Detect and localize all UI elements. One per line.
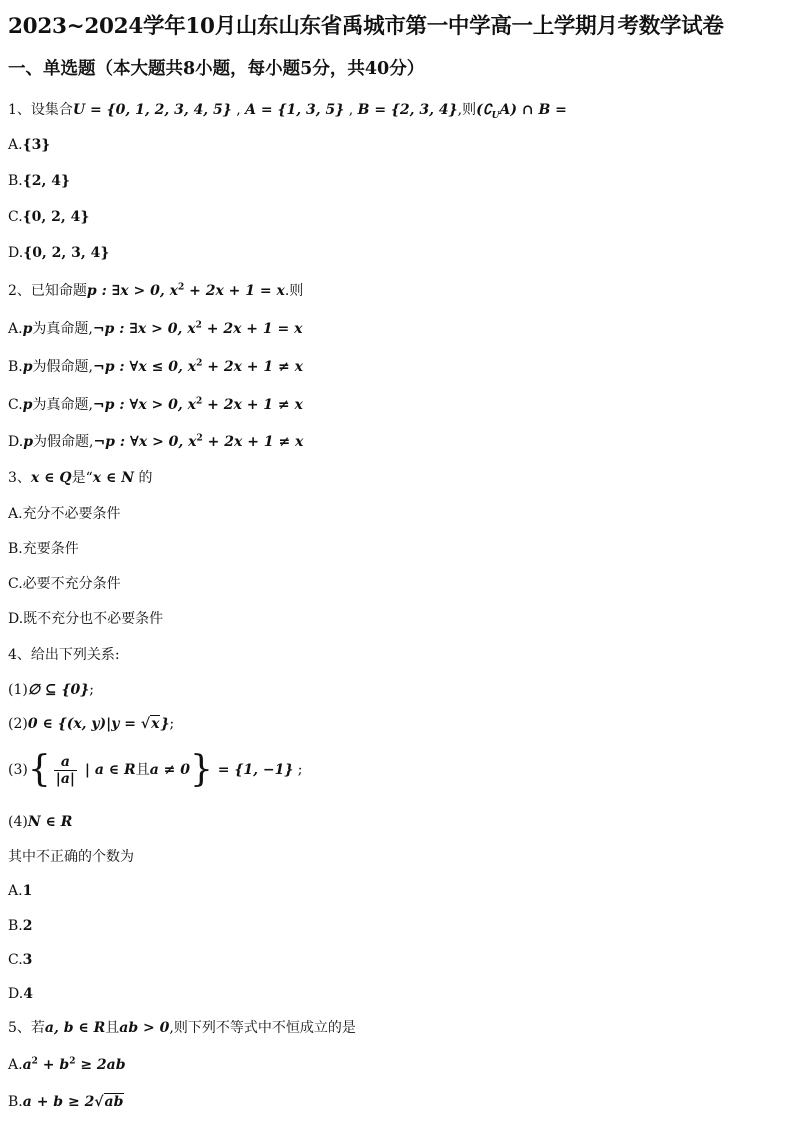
q4-relation-3 bbox=[8, 748, 303, 792]
q2-sup: 2 bbox=[177, 282, 185, 293]
q4-b-prefix: B. bbox=[8, 918, 23, 934]
q4-r3-cond1: | a ∈ R bbox=[80, 762, 136, 778]
q1-a-prefix: A. bbox=[8, 137, 23, 153]
q4-option-c bbox=[8, 950, 32, 970]
q4-r3-left-brace: { bbox=[27, 749, 51, 790]
q3-math2: x ∈ N bbox=[92, 470, 135, 486]
question-5-stem bbox=[8, 1018, 356, 1038]
q4-a-math: 1 bbox=[22, 883, 33, 899]
q3-option-d: D.既不充分也不必要条件 bbox=[8, 611, 164, 627]
q2-b-text: 为假命题, bbox=[32, 359, 93, 375]
q1-c-prefix: C. bbox=[8, 209, 23, 225]
q4-r2-prefix: (2) bbox=[8, 716, 28, 732]
q2-math1: p : ∃x > 0, x bbox=[86, 283, 178, 299]
q1-a-math: {3} bbox=[22, 137, 51, 153]
q4-r1-tail: ; bbox=[89, 682, 94, 698]
q4-d-prefix: D. bbox=[8, 986, 24, 1002]
q2-a-math1: ¬p : ∃x > 0, x bbox=[92, 321, 196, 337]
q4-r3-numerator: a bbox=[54, 754, 77, 771]
q2-d-p: p bbox=[23, 434, 33, 450]
q3-prefix: 3、 bbox=[8, 470, 31, 486]
q2-d-prefix: D. bbox=[8, 434, 24, 450]
q2-a-math2: + 2x + 1 = x bbox=[201, 321, 303, 337]
q2-a-sup: 2 bbox=[195, 320, 202, 331]
q2-c-math2: + 2x + 1 ≠ x bbox=[202, 397, 303, 413]
question-3-stem bbox=[8, 468, 152, 488]
q4-b-math: 2 bbox=[22, 918, 33, 934]
q5-mid: 且 bbox=[105, 1020, 120, 1036]
q3-math1: x ∈ Q bbox=[30, 470, 72, 486]
q5-b-prefix: B. bbox=[8, 1094, 23, 1110]
q1-sep1: , bbox=[231, 102, 246, 118]
q1-mid: ,则 bbox=[457, 102, 477, 118]
q2-b-p: p bbox=[22, 359, 33, 375]
q1-expr-tail: A) ∩ B = bbox=[499, 102, 567, 118]
q1-option-d bbox=[8, 243, 109, 263]
q5-option-a bbox=[8, 1055, 126, 1075]
q2-option-b bbox=[8, 357, 303, 377]
q1-expr-sub: U bbox=[491, 110, 500, 121]
q4-relation-1 bbox=[8, 680, 94, 700]
q2-c-text: 为真命题, bbox=[32, 397, 93, 413]
q1-sep2: , bbox=[344, 102, 358, 118]
q1-set-a: A = {1, 3, 5} bbox=[245, 102, 345, 118]
q2-a-prefix: A. bbox=[8, 321, 23, 337]
q4-r2-sqrt: √ bbox=[140, 716, 151, 732]
q5-a-math2: + b bbox=[37, 1057, 70, 1073]
q1-set-u: U = {0, 1, 2, 3, 4, 5} bbox=[72, 102, 232, 118]
q2-d-math2: + 2x + 1 ≠ x bbox=[202, 434, 304, 450]
q1-c-math: {0, 2, 4} bbox=[22, 209, 90, 225]
q4-relation-2 bbox=[8, 714, 174, 734]
q4-r3-fraction bbox=[54, 754, 77, 787]
q4-r1-prefix: (1) bbox=[8, 682, 28, 698]
q5-a-math3: ≥ 2ab bbox=[75, 1057, 126, 1073]
q5-a-sup2: 2 bbox=[69, 1056, 76, 1067]
q1-expr: (∁ bbox=[476, 102, 492, 118]
q2-b-math1: ¬p : ∀x ≤ 0, x bbox=[93, 359, 197, 375]
q4-r4-math: N ∈ R bbox=[27, 814, 73, 830]
q2-option-c bbox=[8, 395, 303, 415]
q1-d-prefix: D. bbox=[8, 245, 24, 261]
q4-r3-rhs: = {1, −1} bbox=[212, 762, 294, 778]
q2-option-a bbox=[8, 319, 302, 339]
q4-r3-cond-text: 且 bbox=[135, 762, 150, 778]
q4-c-math: 3 bbox=[22, 952, 33, 968]
question-1-stem bbox=[8, 100, 567, 120]
q4-r2-radicand: x bbox=[151, 716, 160, 732]
q2-a-text: 为真命题, bbox=[32, 321, 93, 337]
q3-mid: 是“ bbox=[71, 470, 93, 486]
q2-tail: .则 bbox=[284, 283, 304, 299]
q2-c-prefix: C. bbox=[8, 397, 23, 413]
q1-option-c bbox=[8, 207, 89, 227]
q4-c-prefix: C. bbox=[8, 952, 23, 968]
q2-a-p: p bbox=[22, 321, 33, 337]
q2-d-sup: 2 bbox=[196, 433, 203, 444]
q3-tail: 的 bbox=[134, 470, 153, 486]
q5-a-prefix: A. bbox=[8, 1057, 23, 1073]
q2-option-d bbox=[8, 432, 303, 452]
q5-b-sqrt: √ bbox=[94, 1094, 104, 1110]
page-title: 2023~2024学年10月山东山东省禹城市第一中学高一上学期月考数学试卷 bbox=[8, 14, 724, 39]
q5-option-b bbox=[8, 1092, 124, 1112]
q1-option-a bbox=[8, 135, 50, 155]
q2-math2: + 2x + 1 = x bbox=[184, 283, 285, 299]
question-4-stem: 4、给出下列关系: bbox=[8, 647, 120, 663]
q4-r1-math: ∅ ⊆ {0} bbox=[27, 682, 90, 698]
q2-c-sup: 2 bbox=[196, 396, 203, 407]
q4-ask: 其中不正确的个数为 bbox=[8, 849, 134, 865]
q5-tail: ,则下列不等式中不恒成立的是 bbox=[169, 1020, 356, 1036]
q3-option-c: C.必要不充分条件 bbox=[8, 576, 121, 592]
q4-a-prefix: A. bbox=[8, 883, 23, 899]
q5-a-math1: a bbox=[22, 1057, 32, 1073]
q1-set-b: B = {2, 3, 4} bbox=[357, 102, 458, 118]
q2-prefix: 2、已知命题 bbox=[8, 283, 87, 299]
q4-r3-tail: ; bbox=[293, 762, 303, 778]
q5-math2: ab > 0 bbox=[119, 1020, 170, 1036]
q4-r3-cond2: a ≠ 0 bbox=[149, 762, 190, 778]
q3-option-a: A.充分不必要条件 bbox=[8, 506, 121, 522]
q1-d-math: {0, 2, 3, 4} bbox=[23, 245, 110, 261]
q2-b-math2: + 2x + 1 ≠ x bbox=[202, 359, 303, 375]
q2-c-p: p bbox=[22, 397, 33, 413]
q1-prefix: 1、设集合 bbox=[8, 102, 73, 118]
q4-r4-prefix: (4) bbox=[8, 814, 28, 830]
q1-option-b bbox=[8, 171, 70, 191]
q4-r3-right-brace: } bbox=[189, 749, 213, 790]
q4-r2-tail: ; bbox=[169, 716, 175, 732]
q2-d-text: 为假命题, bbox=[32, 434, 94, 450]
section-heading: 一、单选题（本大题共8小题，每小题5分，共40分） bbox=[8, 59, 425, 79]
q4-relation-4 bbox=[8, 812, 72, 832]
q2-b-sup: 2 bbox=[196, 358, 203, 369]
q4-r2-math2: } bbox=[160, 716, 170, 732]
q4-option-d bbox=[8, 984, 33, 1004]
q2-c-math1: ¬p : ∀x > 0, x bbox=[92, 397, 196, 413]
q1-b-prefix: B. bbox=[8, 173, 23, 189]
q5-b-radicand: ab bbox=[104, 1094, 124, 1110]
q5-b-math1: a + b ≥ 2 bbox=[22, 1094, 95, 1110]
q4-r3-prefix: (3) bbox=[8, 762, 28, 778]
q3-option-b: B.充要条件 bbox=[8, 541, 79, 557]
q4-d-math: 4 bbox=[23, 986, 33, 1002]
q5-a-sup1: 2 bbox=[31, 1056, 38, 1067]
question-2-stem bbox=[8, 281, 303, 301]
q2-d-math1: ¬p : ∀x > 0, x bbox=[93, 434, 197, 450]
q4-r3-denominator: |a| bbox=[55, 770, 76, 787]
q2-b-prefix: B. bbox=[8, 359, 23, 375]
q4-option-a bbox=[8, 881, 32, 901]
q1-b-math: {2, 4} bbox=[22, 173, 70, 189]
q4-option-b bbox=[8, 916, 33, 936]
q4-r2-math1: 0 ∈ {(x, y)|y = bbox=[27, 716, 141, 732]
q5-math1: a, b ∈ R bbox=[44, 1020, 106, 1036]
q5-prefix: 5、若 bbox=[8, 1020, 45, 1036]
